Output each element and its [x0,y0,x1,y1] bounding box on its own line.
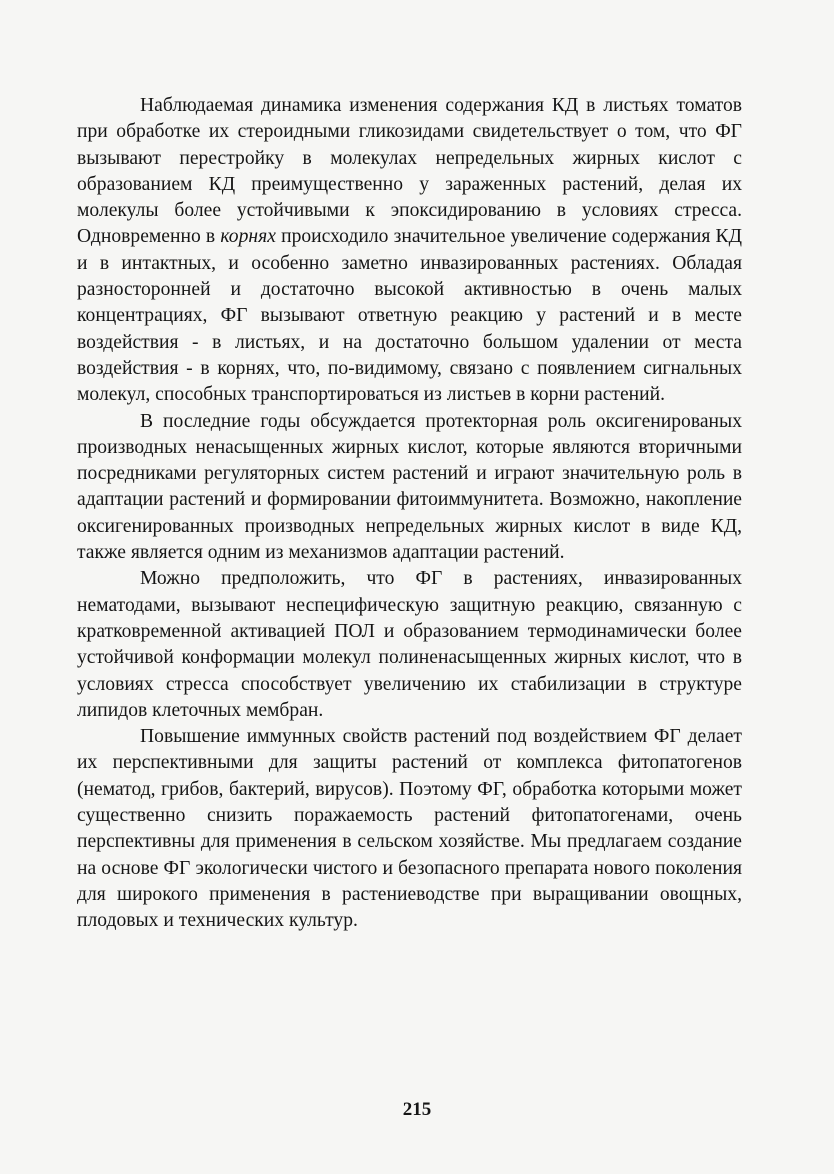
paragraph-1-text-end: происходило значительное увеличение содержания КД и в интактных, и особенно заметно инвазированных растениях. Обладая разносторонней и достаточно высокой активностью в очень малых концентрациях, ФГ вызывают ответную реакцию у растений и в месте воздействия - в листьях, и на достаточно большом удалении от места воздействия - в корнях, что, по-видимому, связано с появлением сигнальных молекул, способных транспортироваться из листьев в корни растений. [77,226,742,406]
paragraph-3: Можно предположить, что ФГ в растениях, инвазированных нематодами, вызывают неспецифическую защитную реакцию, связанную с кратковременной активацией ПОЛ и образованием термодинамически более устойчивой конформации молекул полиненасыщенных жирных кислот, что в условиях стресса способствует увеличению их стабилизации в структуре липидов клеточных мембран. [77,568,742,721]
document-body [77,93,742,935]
emphasis-word: корнях [220,226,276,248]
paragraph-2: В последние годы обсуждается протекторная роль оксигенированых производных ненасыщенных жирных кислот, которые являются вторичными посредниками регуляторных систем растений и играют значительную роль в адаптации растений и формировании фитоиммунитета. Возможно, накопление оксигенированных производных непредельных жирных кислот в виде КД, также является одним из механизмов адаптации растений. [77,410,742,564]
paragraph-4: Повышение иммунных свойств растений под воздействием ФГ делает их перспективными для защиты растений от комплекса фитопатогенов (нематод, грибов, бактерий, вирусов). Поэтому ФГ, обработка которыми может существенно снизить поражаемость растений фитопатогенами, очень перспективны для применения в сельском хозяйстве. Мы предлагаем создание на основе ФГ экологически чистого и безопасного препарата нового поколения для широкого применения в растениеводстве при выращивании овощных, плодовых и технических культур. [77,726,742,932]
paragraph-1-text-start: Наблюдаемая динамика изменения содержания КД в листьях томатов при обработке их стероидными гликозидами свидетельствует о том, что ФГ вызывают перестройку в молекулах непредельных жирных кислот с образованием КД преимущественно у зараженных растений, делая их молекулы более устойчивыми к эпоксидированию в условиях стресса. Одновременно в [77,95,742,248]
page-number: 215 [402,1099,432,1120]
paragraph-1 [77,93,742,409]
